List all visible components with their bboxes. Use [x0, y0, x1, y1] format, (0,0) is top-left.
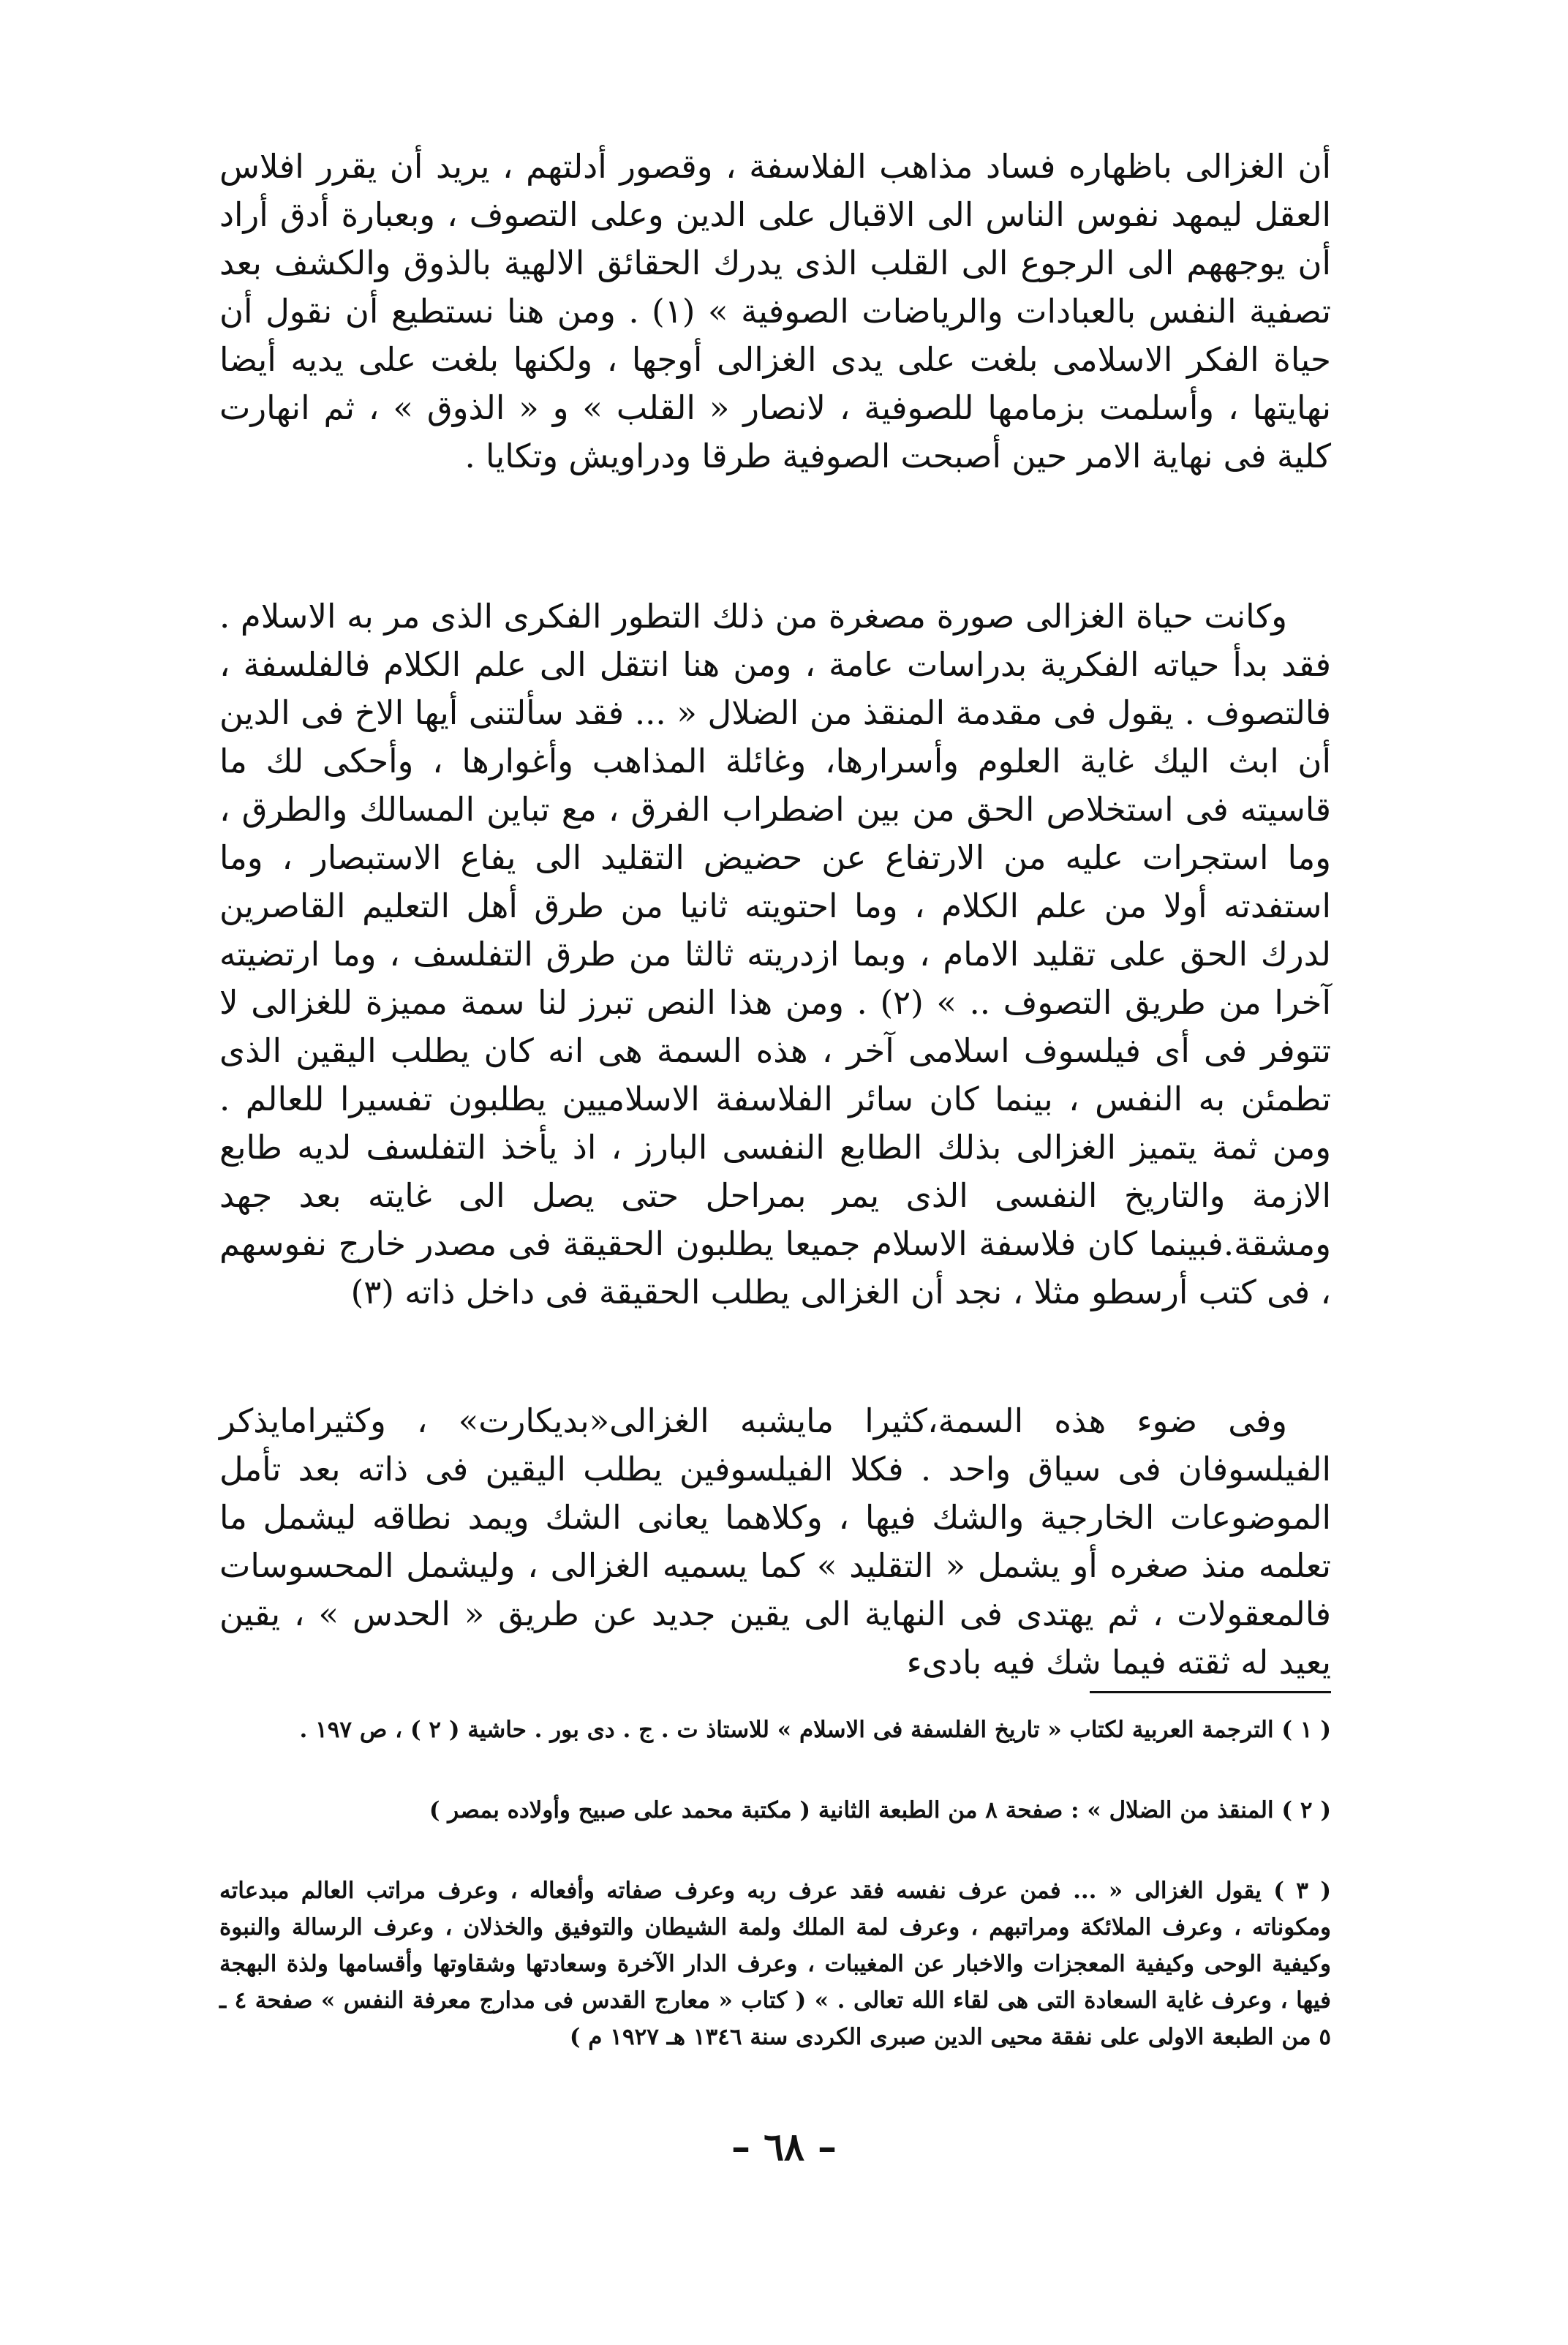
paragraph-2: وكانت حياة الغزالى صورة مصغرة من ذلك التطور الفكرى الذى مر به الاسلام . فقد بدأ حياته الفكرية بدراسات عامة ، ومن هنا انتقل الى علم الكلام فالفلسفة ، فالتصوف . يقول فى مقدمة المنقذ من الضلال « ... فقد سألتنى أيها الاخ فى الدين أن ابث اليك غاية العلوم وأسرارها، وغائلة المذاهب وأغوارها ، وأحكى لك ما قاسيته فى استخلاص الحق من بين اضطراب الفرق ، مع تباين المسالك والطرق ، وما استجرات عليه من الارتفاع عن حضيض التقليد الى يفاع الاستبصار ، وما استفدته أولا من علم الكلام ، وما احتويته ثانيا من طرق أهل التعليم القاصرين لدرك الحق على تقليد الامام ، وبما ازدريته ثالثا من طرق التفلسف ، وما ارتضيته آخرا من طريق التصوف .. » (٢) . ومن هذا النص تبرز لنا سمة مميزة للغزالى لا تتوفر فى أى فيلسوف اسلامى آخر ، هذه السمة هى انه كان يطلب اليقين الذى تطمئن به النفس ، بينما كان سائر الفلاسفة الاسلاميين يطلبون تفسيرا للعالم . ومن ثمة يتميز الغزالى بذلك الطابع النفسى البارز ، اذ يأخذ التفلسف لديه طابع الازمة والتاريخ النفسى الذى يمر بمراحل حتى يصل الى غايته بعد جهد ومشقة.فبينما كان فلاسفة الاسلام جميعا يطلبون الحقيقة فى مصدر خارج نفوسهم ، فى كتب أرسطو مثلا ، نجد أن الغزالى يطلب الحقيقة فى داخل ذاته (٣)	[219, 597, 1331, 1311]
footnote-3: ( ٣ ) يقول الغزالى « ... فمن عرف نفسه فقد عرف ربه وعرف صفاته وأفعاله ، وعرف مراتب العالم مبدعاته ومكوناته ، وعرف الملائكة ومراتبهم ، وعرف لمة الملك ولمة الشيطان والتوفيق والخذلان ، وعرف الرسالة والنبوة وكيفية الوحى وكيفية المعجزات والاخبار عن المغيبات ، وعرف الدار الآخرة وسعادتها وشقاوتها وأقسامها ولذة البهجة فيها ، وعرف غاية السعادة التى هى لقاء الله تعالى . » ( كتاب « معارج القدس فى مدارج معرفة النفس » صفحة ٤ ـ ٥ من الطبعة الاولى على نفقة محيى الدين صبرى الكردى سنة ١٣٤٦ هـ ١٩٢٧ م )	[219, 1878, 1332, 2050]
paragraph-1: أن الغزالى باظهاره فساد مذاهب الفلاسفة ، وقصور أدلتهم ، يريد أن يقرر افلاس العقل ليمهد نفوس الناس الى الاقبال على الدين وعلى التصوف ، وبعبارة أدق أراد أن يوجههم الى الرجوع الى القلب الذى يدرك الحقائق الالهية بالذوق والكشف بعد تصفية النفس بالعبادات والرياضات الصوفية » (١) . ومن هنا نستطيع أن نقول أن حياة الفكر الاسلامى بلغت على يدى الغزالى أوجها ، ولكنها بلغت على يديه أيضا نهايتها ، وأسلمت بزمامها للصوفية ، لانصار « القلب » و « الذوق » ، ثم انهارت كلية فى نهاية الامر حين أصبحت الصوفية طرقا ودراويش وتكايا .	[219, 147, 1332, 475]
footnote-1: ( ١ ) الترجمة العربية لكتاب « تاريخ الفلسفة فى الاسلام » للاستاذ ت . ج . دى بور . حاشية ( ٢ ) ، ص ١٩٧ .	[299, 1717, 1331, 1743]
footnote-separator	[1090, 1691, 1331, 1693]
paragraph-3: وفى ضوء هذه السمة،كثيرا مايشبه الغزالى«بديكارت» ، وكثيرامايذكر الفيلسوفان فى سياق واحد . فكلا الفيلسوفين يطلب اليقين فى ذاته بعد تأمل الموضوعات الخارجية والشك فيها ، وكلاهما يعانى الشك ويمد نطاقه ليشمل ما تعلمه منذ صغره أو يشمل « التقليد » كما يسميه الغزالى ، وليشمل المحسوسات فالمعقولات ، ثم يهتدى فى النهاية الى يقين جديد عن طريق « الحدس » ، يقين يعيد له ثقته فيما شك فيه بادىء	[219, 1401, 1331, 1682]
page-number: – ٦٨ –	[731, 2125, 837, 2169]
footnote-2: ( ٢ ) المنقذ من الضلال » : صفحة ٨ من الطبعة الثانية ( مكتبة محمد على صبيح وأولاده بمصر )	[429, 1797, 1331, 1823]
